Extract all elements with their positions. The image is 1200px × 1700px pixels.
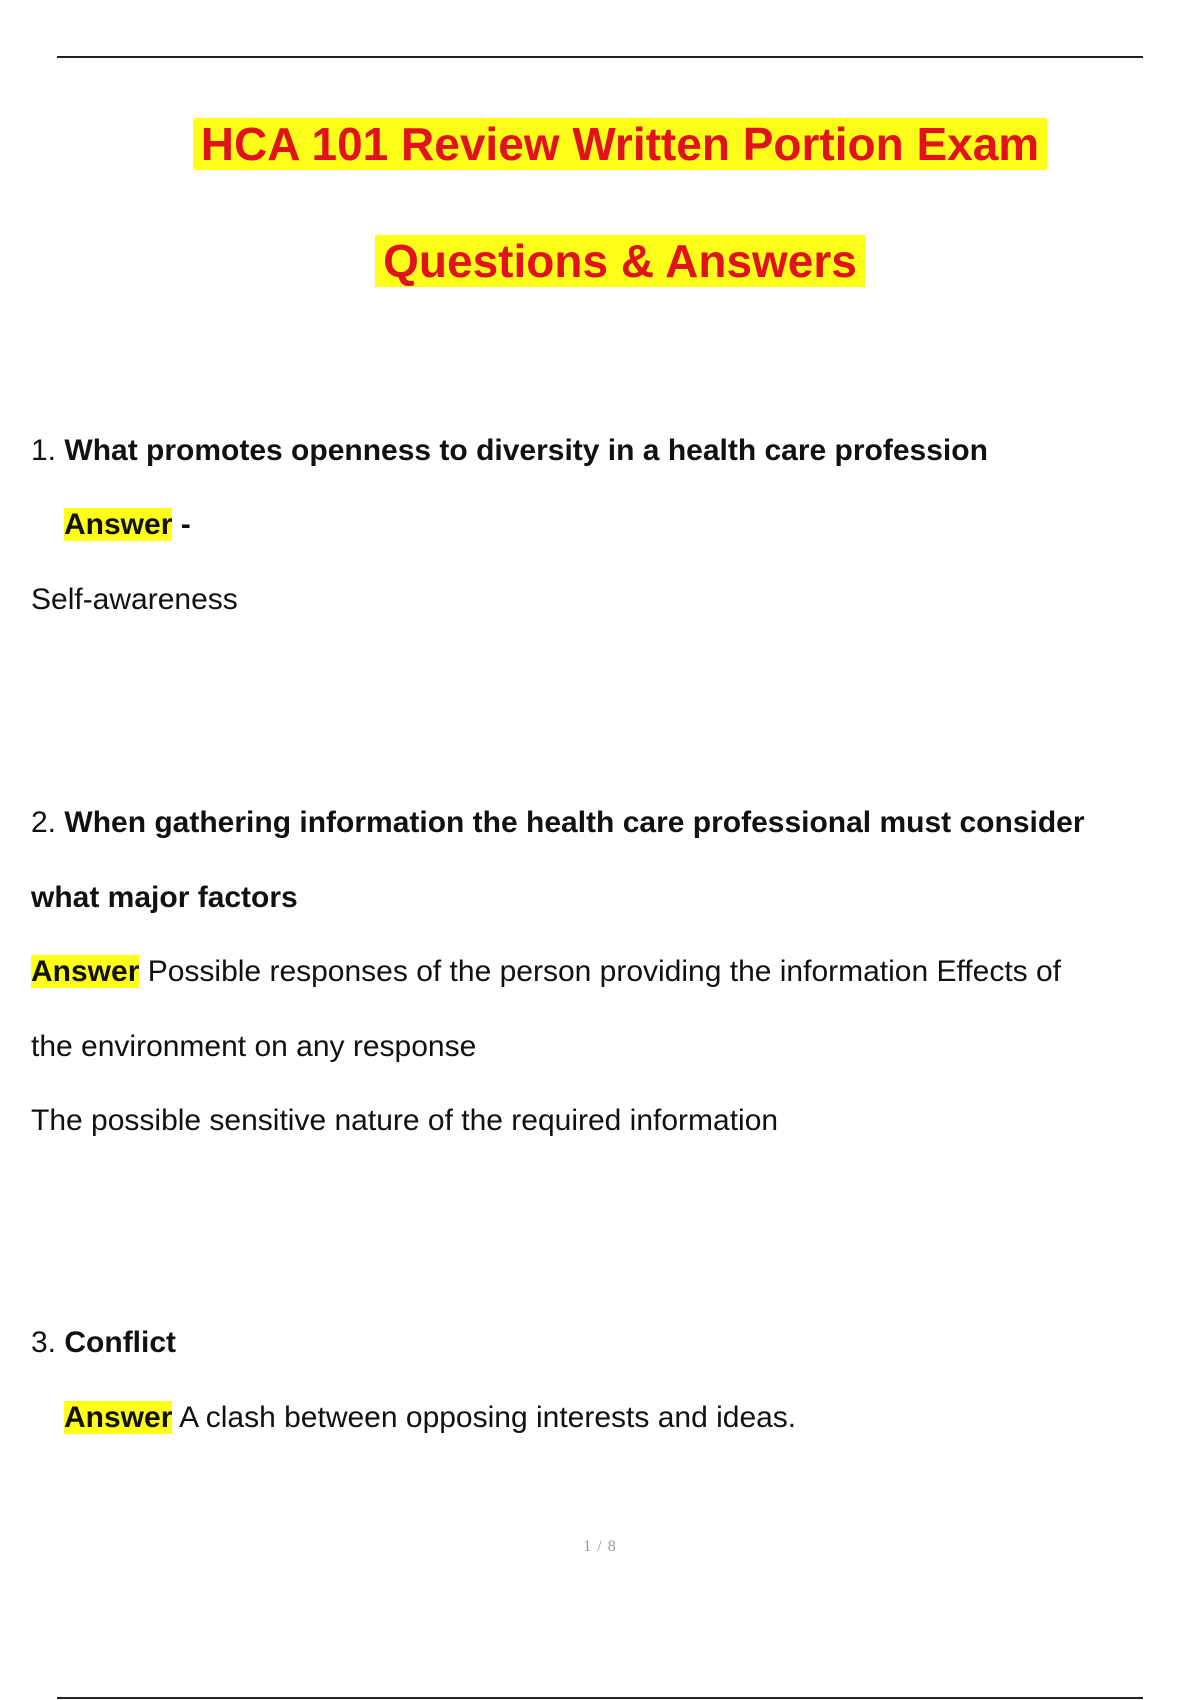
page-number: 1 / 8 [583, 1538, 617, 1555]
question-3-number: 3. [31, 1326, 57, 1359]
answer-2-text-1: Possible responses of the person providing the information Effects of [147, 955, 1062, 988]
answer-2-line-1 [31, 952, 1061, 992]
question-1-text: What promotes openness to diversity in a health care profession [64, 434, 988, 467]
document-title-line-1: HCA 101 Review Written Portion Exam [20, 116, 1200, 172]
question-2-text-1: When gathering information the health care professional must consider [64, 806, 1085, 839]
top-rule [57, 56, 1143, 58]
question-2-number: 2. [31, 806, 57, 839]
question-1-number: 1. [31, 434, 57, 467]
answer-3-text: A clash between opposing interests and ideas. [179, 1401, 797, 1434]
answer-3-line [64, 1398, 796, 1438]
question-1 [31, 431, 988, 471]
answer-2-line-2: the environment on any response [31, 1030, 477, 1063]
answer-1-label-line [64, 505, 191, 545]
question-3-text: Conflict [64, 1326, 177, 1359]
document-title-line-2: Questions & Answers [20, 233, 1200, 289]
answer-1-label: Answer [64, 508, 173, 541]
bottom-rule [57, 1697, 1143, 1699]
question-2-line-2: what major factors [31, 881, 298, 914]
question-2-line-1 [31, 803, 1085, 843]
answer-1-dash: - [172, 508, 191, 541]
answer-1-text: Self-awareness [31, 583, 238, 616]
answer-2-line-3: The possible sensitive nature of the required information [31, 1104, 779, 1137]
answer-3-label: Answer [64, 1401, 173, 1434]
answer-2-label: Answer [31, 955, 140, 988]
question-3 [31, 1323, 176, 1363]
